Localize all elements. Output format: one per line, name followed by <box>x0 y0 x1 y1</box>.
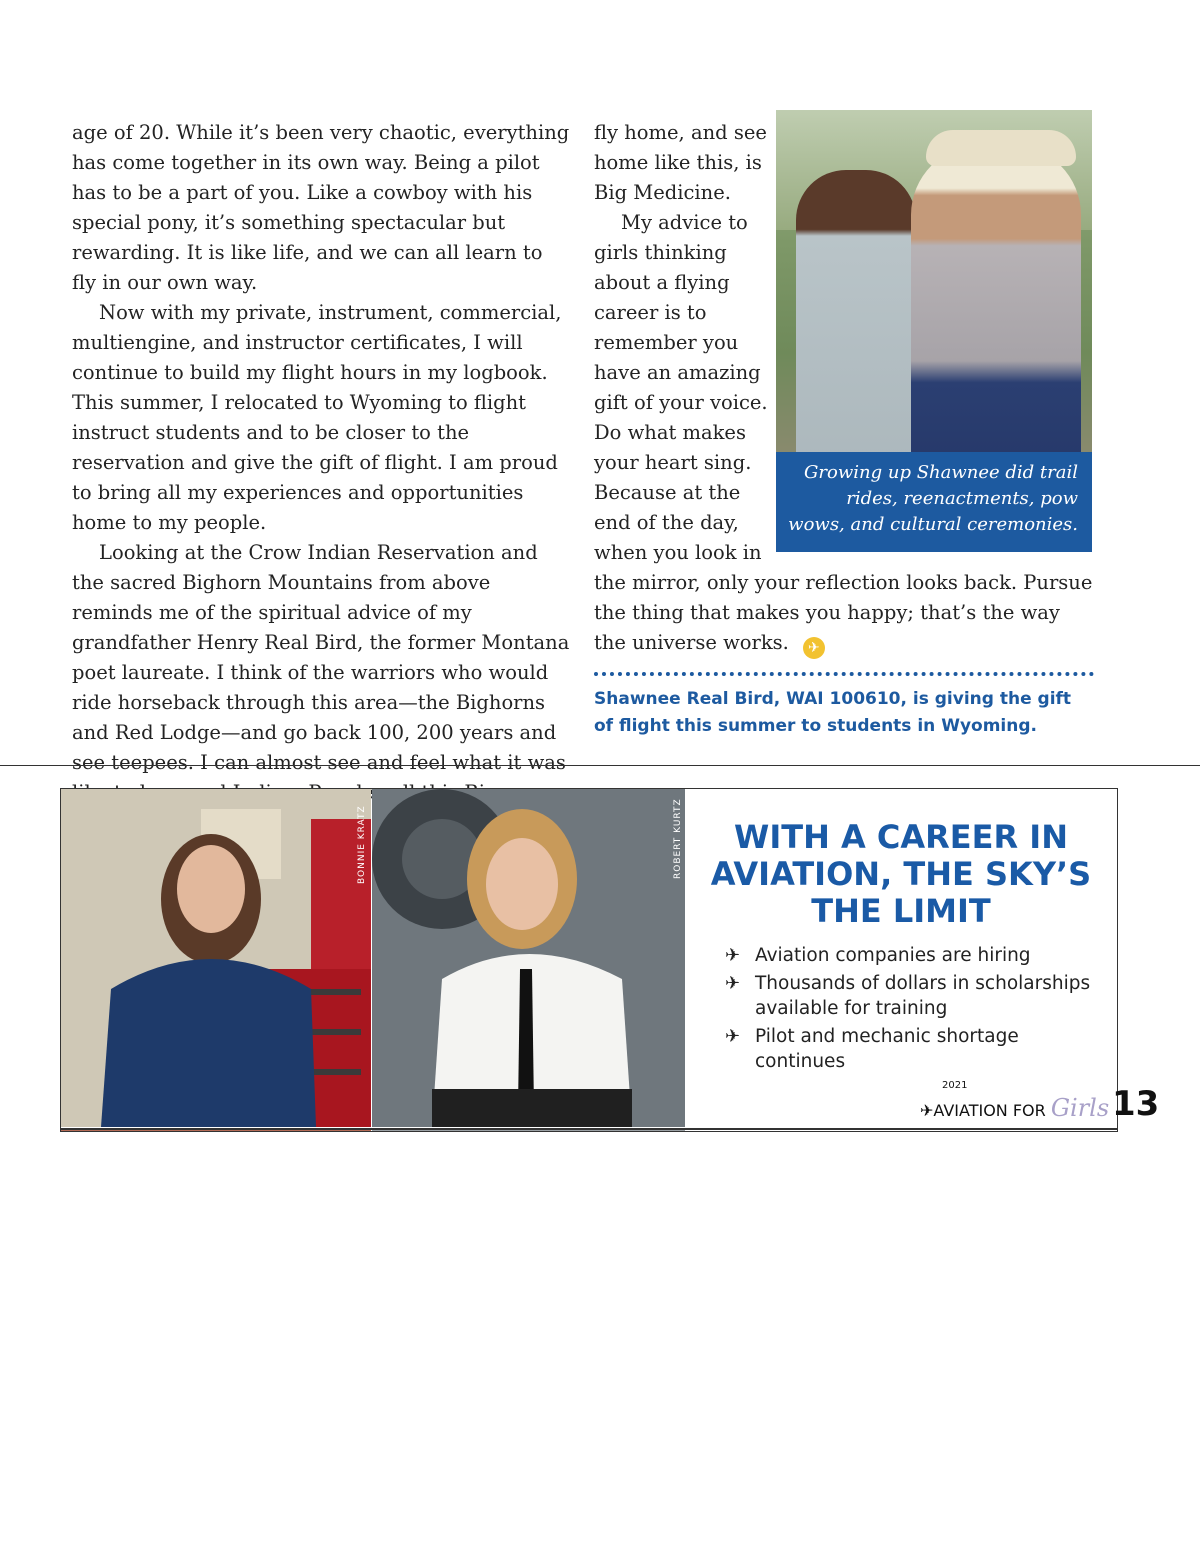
dotted-divider <box>594 672 1094 676</box>
ad-bullet: ✈ Pilot and mechanic shortage continues <box>725 1026 1019 1072</box>
photo-credit: ROBERT KURTZ <box>673 798 683 879</box>
ad-photo-pilot <box>372 789 685 1127</box>
section-divider <box>0 765 1200 766</box>
article-paragraph: My advice to girls thinking about a flying career is to remember you have an amazing gift of your voice. Do what makes your heart sing. Because at the end of the day, when you look in <box>594 211 768 564</box>
mechanic-illustration <box>61 789 371 1127</box>
airplane-logo-icon: ✈ <box>920 1101 934 1120</box>
footer-magazine-title: ✈AVIATION FOR Girls <box>920 1094 1110 1122</box>
cowboy-hat-shape <box>926 130 1076 166</box>
article-right-column-bottom <box>594 568 1094 659</box>
author-bio: Shawnee Real Bird, WAI 100610, is giving the gift of flight this summer to students in Wyoming. <box>594 689 1072 736</box>
ad-bullet: ✈ Thousands of dollars in scholarships available for training <box>725 973 1091 1019</box>
ad-photo-grid <box>61 789 685 1131</box>
page-footer <box>920 1072 1180 1132</box>
ad-bullet: ✈ Aviation companies are hiring <box>725 945 1031 966</box>
airplane-icon: ✈ <box>725 945 741 966</box>
article-paragraph: fly home, and see home like this, is Big Medicine. <box>594 121 767 204</box>
article-paragraph-end: the mirror, only your reflection looks back. Pursue the thing that makes you happy; that’s the way the universe works. <box>594 571 1093 654</box>
page-number: 13 <box>1112 1084 1160 1124</box>
ad-bullet-list <box>725 943 1105 1077</box>
article-paragraph: Looking at the Crow Indian Reservation and the sacred Bighorn Mountains from above reminds me of the spiritual advice of my grandfather Henry Real Bird, the former Montana poet laureate. I think of the warriors who would ride horseback through this area—the Bighorns and Red Lodge—and go back 100, 200 years and see teepees. I can almost see and feel what it was <box>72 541 570 774</box>
footer-year: 2021 <box>942 1080 968 1091</box>
pilot-illustration <box>372 789 685 1127</box>
photo-credit: BONNIE KRATZ <box>357 805 367 884</box>
article-left-column <box>72 118 572 838</box>
article-paragraph: age of 20. While it’s been very chaotic, everything has come together in its own way. Being a pilot has to be a part of you. Like a cowboy with his special pony, it’s something spectacular but rewarding. It is like life, and we can all learn to fly in our own way. <box>72 121 570 294</box>
photo-caption-text: Growing up Shawnee did trail rides, reenactments, pow wows, and cultural ceremonies. <box>788 462 1078 535</box>
airplane-endmark-icon: ✈ <box>803 637 825 659</box>
article-right-column-top <box>594 118 769 568</box>
photo-caption <box>776 452 1092 552</box>
photo-figure-man <box>911 145 1081 505</box>
photo-figure-woman <box>796 170 916 500</box>
article-paragraph: Now with my private, instrument, commercial, multiengine, and instructor certificates, I will continue to build my flight hours in my logbook. This summer, I relocated to Wyoming to flight instruct students and to be closer to the reservation and give the gift of flight. I am proud to bring all my experiences and opportunities home to my people. <box>72 301 562 534</box>
airplane-icon: ✈ <box>725 973 741 994</box>
ad-headline: WITH A CAREER IN AVIATION, THE SKY’S THE LIMIT <box>710 818 1092 930</box>
airplane-icon: ✈ <box>725 1026 741 1047</box>
ad-photo-mechanic <box>61 789 371 1127</box>
